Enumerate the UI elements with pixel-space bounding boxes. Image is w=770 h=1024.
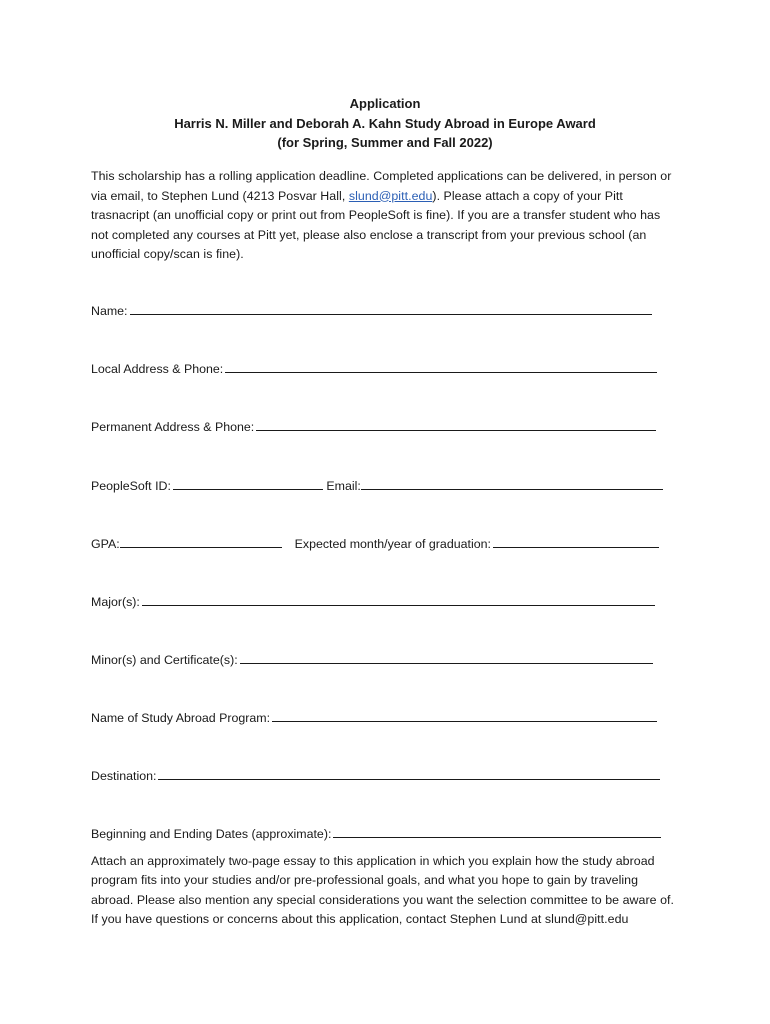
permanent-address-blank[interactable] xyxy=(256,418,656,431)
local-address-field xyxy=(91,360,657,377)
name-label: Name: xyxy=(91,304,128,318)
majors-blank[interactable] xyxy=(142,593,655,606)
local-address-label: Local Address & Phone: xyxy=(91,362,224,376)
peoplesoft-id-blank[interactable] xyxy=(173,477,323,490)
gpa-graduation-field xyxy=(91,535,659,552)
name-blank[interactable] xyxy=(130,302,652,315)
form-header xyxy=(0,94,770,153)
email-blank[interactable] xyxy=(361,477,663,490)
gpa-label: GPA: xyxy=(91,537,120,551)
dates-field xyxy=(91,825,661,842)
intro-paragraph xyxy=(91,167,681,265)
graduation-label: Expected month/year of graduation: xyxy=(294,537,491,551)
program-field xyxy=(91,709,657,726)
majors-field xyxy=(91,593,655,610)
intro-text-end: ). Please attach a copy of your Pitt trasnacript (an unofficial copy or print out from PeopleSoft is fine). If you are a transfer student who has not completed any courses at Pitt yet, please also enclose a transcript from your previous school (an unofficial copy/scan is fine). xyxy=(91,188,661,261)
name-field xyxy=(91,302,652,319)
email-label: Email: xyxy=(326,479,361,493)
email-link[interactable]: slund@pitt.edu xyxy=(348,188,433,203)
gpa-blank[interactable] xyxy=(120,535,282,548)
header-award-name: Harris N. Miller and Deborah A. Kahn Study Abroad in Europe Award xyxy=(174,115,596,131)
dates-label: Beginning and Ending Dates (approximate): xyxy=(91,827,332,841)
peoplesoft-id-label: PeopleSoft ID: xyxy=(91,479,171,493)
destination-blank[interactable] xyxy=(158,767,660,780)
program-label: Name of Study Abroad Program: xyxy=(91,711,271,725)
graduation-blank[interactable] xyxy=(493,535,659,548)
destination-label: Destination: xyxy=(91,769,157,783)
minors-field xyxy=(91,651,653,668)
header-terms: (for Spring, Summer and Fall 2022) xyxy=(277,135,493,150)
local-address-blank[interactable] xyxy=(225,360,657,373)
header-title: Application xyxy=(349,96,421,111)
majors-label: Major(s): xyxy=(91,595,140,609)
destination-field xyxy=(91,767,660,784)
essay-instructions: Attach an approximately two-page essay to this application in which you explain how the study abroad program fits into your studies and/or pre-professional goals, and what you hope to gain by traveling abroad. Please also mention any special considerations you want the selection committee to be aware of. If you have questions or concerns about this application, contact Stephen Lund at slund@pitt.edu xyxy=(91,854,675,926)
dates-blank[interactable] xyxy=(333,825,661,838)
permanent-address-field xyxy=(91,418,656,435)
intro-text-start: This scholarship has a rolling application deadline. Completed applications can be delivered, in person or via email, to Stephen Lund (4213 Posvar Hall, xyxy=(91,169,672,203)
peoplesoft-email-field xyxy=(91,477,663,494)
permanent-address-label: Permanent Address & Phone: xyxy=(91,420,255,434)
minors-label: Minor(s) and Certificate(s): xyxy=(91,653,238,667)
program-blank[interactable] xyxy=(272,709,657,722)
minors-blank[interactable] xyxy=(240,651,653,664)
